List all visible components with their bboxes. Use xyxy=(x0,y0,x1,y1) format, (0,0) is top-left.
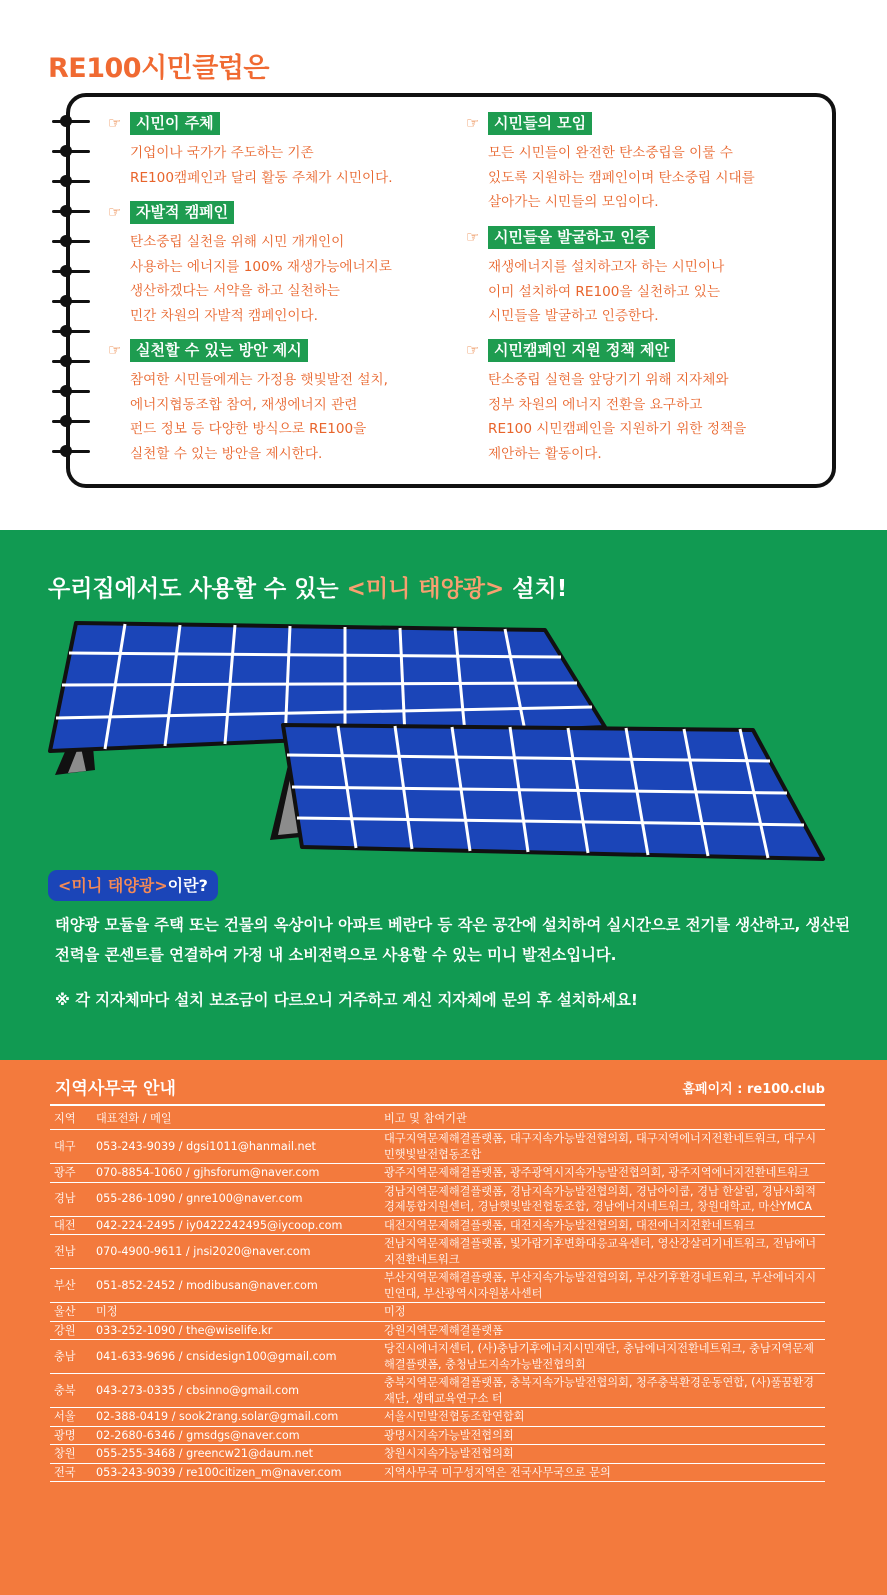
notes-cell: 충북지역문제해결플랫폼, 충북지속가능발전협의회, 청주충북환경운동연합, (사)풀꿈환경재단, 생태교육연구소 터 xyxy=(380,1374,825,1408)
pointing-hand-icon: ☞ xyxy=(108,341,122,359)
feature-discover-certify xyxy=(466,225,826,329)
contact-cell: 033-252-1090 / the@wiselife.kr xyxy=(92,1321,380,1340)
contact-cell: 053-243-9039 / re100citizen_m@naver.com xyxy=(92,1463,380,1482)
notes-cell: 전남지역문제해결플랫폼, 빛가람기후변화대응교육센터, 영산강살리기네트워크, 전남에너지전환네트워크 xyxy=(380,1235,825,1269)
mini-solar-section xyxy=(0,530,887,1060)
region-cell: 광주 xyxy=(50,1164,92,1183)
table-row xyxy=(50,1426,825,1445)
table-row xyxy=(50,1216,825,1235)
table-row xyxy=(50,1130,825,1164)
table-row xyxy=(50,1321,825,1340)
feature-title: 시민들을 발굴하고 인증 xyxy=(488,226,655,249)
feature-title: 시민들의 모임 xyxy=(488,112,592,135)
region-cell: 충북 xyxy=(50,1374,92,1408)
notes-cell: 창원시지속가능발전협의회 xyxy=(380,1445,825,1464)
spiral-ring-icon xyxy=(52,145,90,157)
notebook-card xyxy=(66,93,836,488)
notes-cell: 서울시민발전협동조합연합회 xyxy=(380,1408,825,1427)
table-row xyxy=(50,1374,825,1408)
offices-title: 지역사무국 안내 xyxy=(55,1079,176,1099)
region-cell: 대전 xyxy=(50,1216,92,1235)
spiral-ring-icon xyxy=(52,235,90,247)
spiral-ring-icon xyxy=(52,385,90,397)
contact-cell: 02-388-0419 / sook2rang.solar@gmail.com xyxy=(92,1408,380,1427)
spiral-ring-icon xyxy=(52,355,90,367)
spiral-ring-icon xyxy=(52,205,90,217)
contact-cell: 미정 xyxy=(92,1303,380,1322)
contact-cell: 041-633-9696 / cnsidesign100@gmail.com xyxy=(92,1340,380,1374)
contact-cell: 070-8854-1060 / gjhsforum@naver.com xyxy=(92,1164,380,1183)
feature-title: 시민캠페인 지원 정책 제안 xyxy=(488,339,675,362)
mini-solar-badge: <미니 태양광>이란? xyxy=(48,870,218,901)
pointing-hand-icon: ☞ xyxy=(108,114,122,132)
region-cell: 대구 xyxy=(50,1130,92,1164)
subsidy-note: ※ 각 지자체마다 설치 보조금이 다르오니 거주하고 계신 지자체에 문의 후 설치하세요! xyxy=(55,991,638,1009)
notes-cell: 경남지역문제해결플랫폼, 경남지속가능발전협의회, 경남아이쿱, 경남 한살림, 경남사회적경제통합지원센터, 경남햇빛발전협동조합, 경남에너지네트워크, 창원대학교, 마산YMCA xyxy=(380,1182,825,1216)
notes-cell: 부산지역문제해결플랫폼, 부산지속가능발전협의회, 부산기후환경네트워크, 부산에너지시민연대, 부산광역시자원봉사센터 xyxy=(380,1269,825,1303)
feature-body: 탄소중립 실현을 앞당기기 위해 지자체와 정부 차원의 에너지 전환을 요구하고 RE100 시민캠페인을 지원하기 위한 정책을 제안하는 활동이다. xyxy=(488,372,747,462)
contact-cell: 055-255-3468 / greencw21@daum.net xyxy=(92,1445,380,1464)
notes-cell: 대전지역문제해결플랫폼, 대전지속가능발전협의회, 대전에너지전환네트워크 xyxy=(380,1216,825,1235)
spiral-ring-icon xyxy=(52,295,90,307)
table-row xyxy=(50,1445,825,1464)
feature-policy-proposal xyxy=(466,338,826,466)
feature-citizen-led xyxy=(108,111,453,190)
spiral-ring-icon xyxy=(52,175,90,187)
club-title: RE100시민클럽은 xyxy=(48,53,270,84)
spiral-ring-icon xyxy=(52,415,90,427)
region-cell: 전남 xyxy=(50,1235,92,1269)
spiral-ring-icon xyxy=(52,325,90,337)
table-row xyxy=(50,1408,825,1427)
spiral-ring-icon xyxy=(52,115,90,127)
region-cell: 광명 xyxy=(50,1426,92,1445)
notes-cell: 지역사무국 미구성지역은 전국사무국으로 문의 xyxy=(380,1463,825,1482)
table-row xyxy=(50,1303,825,1322)
notes-cell: 당진시에너지센터, (사)충남기후에너지시민재단, 충남에너지전환네트워크, 충남지역문제해결플랫폼, 충청남도지속가능발전협의회 xyxy=(380,1340,825,1374)
notes-cell: 광명시지속가능발전협의회 xyxy=(380,1426,825,1445)
offices-table xyxy=(50,1104,825,1482)
column-header-region: 지역 xyxy=(50,1105,92,1130)
table-row xyxy=(50,1340,825,1374)
region-cell: 울산 xyxy=(50,1303,92,1322)
solar-panels-illustration xyxy=(40,615,840,875)
region-cell: 부산 xyxy=(50,1269,92,1303)
region-cell: 충남 xyxy=(50,1340,92,1374)
notes-cell: 광주지역문제해결플랫폼, 광주광역시지속가능발전협의회, 광주지역에너지전환네트워크 xyxy=(380,1164,825,1183)
contact-cell: 043-273-0335 / cbsinno@gmail.com xyxy=(92,1374,380,1408)
region-cell: 경남 xyxy=(50,1182,92,1216)
feature-body: 참여한 시민들에게는 가정용 햇빛발전 설치, 에너지협동조합 참여, 재생에너지 관련 펀드 정보 등 다양한 방식으로 RE100을 실천할 수 있는 방안을 제시한다. xyxy=(130,372,388,462)
region-cell: 전국 xyxy=(50,1463,92,1482)
feature-citizen-gathering xyxy=(466,111,826,215)
contact-cell: 070-4900-9611 / jnsi2020@naver.com xyxy=(92,1235,380,1269)
contact-cell: 02-2680-6346 / gmsdgs@naver.com xyxy=(92,1426,380,1445)
feature-body: 탄소중립 실천을 위해 시민 개개인이 사용하는 에너지를 100% 재생가능에너지로 생산하겠다는 서약을 하고 실천하는 민간 차원의 자발적 캠페인이다. xyxy=(130,234,392,324)
table-row xyxy=(50,1164,825,1183)
column-header-notes: 비고 및 참여기관 xyxy=(380,1105,825,1130)
notes-cell: 강원지역문제해결플랫폼 xyxy=(380,1321,825,1340)
contact-cell: 051-852-2452 / modibusan@naver.com xyxy=(92,1269,380,1303)
solar-panel-icon xyxy=(270,725,823,859)
feature-title: 실천할 수 있는 방안 제시 xyxy=(130,339,308,362)
contact-cell: 053-243-9039 / dgsi1011@hanmail.net xyxy=(92,1130,380,1164)
mini-solar-title: 우리집에서도 사용할 수 있는 <미니 태양광> 설치! xyxy=(48,576,568,602)
club-section xyxy=(0,0,887,530)
feature-action-plans xyxy=(108,338,453,466)
regional-offices-section xyxy=(0,1060,887,1595)
pointing-hand-icon: ☞ xyxy=(466,114,480,132)
table-row xyxy=(50,1182,825,1216)
pointing-hand-icon: ☞ xyxy=(108,203,122,221)
feature-body: 모든 시민들이 완전한 탄소중립을 이룰 수 있도록 지원하는 캠페인이며 탄소중립 시대를 살아가는 시민들의 모임이다. xyxy=(488,145,755,210)
table-row xyxy=(50,1269,825,1303)
table-row xyxy=(50,1463,825,1482)
mini-solar-description: 태양광 모듈을 주택 또는 건물의 옥상이나 아파트 베란다 등 작은 공간에 설치하여 실시간으로 전기를 생산하고, 생산된 전력을 콘센트를 연결하여 가정 내 소비전력으로 사용할 수 있는 미니 발전소입니다. xyxy=(55,916,850,964)
notes-cell: 미정 xyxy=(380,1303,825,1322)
homepage-link[interactable]: 홈페이지 : re100.club xyxy=(682,1082,825,1097)
pointing-hand-icon: ☞ xyxy=(466,228,480,246)
pointing-hand-icon: ☞ xyxy=(466,341,480,359)
notes-cell: 대구지역문제해결플랫폼, 대구지속가능발전협의회, 대구지역에너지전환네트워크, 대구시민햇빛발전협동조합 xyxy=(380,1130,825,1164)
spiral-ring-icon xyxy=(52,445,90,457)
table-row xyxy=(50,1235,825,1269)
column-header-contact: 대표전화 / 메일 xyxy=(92,1105,380,1130)
region-cell: 서울 xyxy=(50,1408,92,1427)
feature-title: 시민이 주체 xyxy=(130,112,220,135)
region-cell: 강원 xyxy=(50,1321,92,1340)
feature-voluntary-campaign xyxy=(108,200,453,328)
spiral-ring-icon xyxy=(52,265,90,277)
feature-body: 기업이나 국가가 주도하는 기존 RE100캠페인과 달리 활동 주체가 시민이다. xyxy=(130,145,393,186)
table-header-row xyxy=(50,1105,825,1130)
feature-body: 재생에너지를 설치하고자 하는 시민이나 이미 설치하여 RE100을 실천하고 있는 시민들을 발굴하고 인증한다. xyxy=(488,259,725,324)
contact-cell: 055-286-1090 / gnre100@naver.com xyxy=(92,1182,380,1216)
region-cell: 창원 xyxy=(50,1445,92,1464)
contact-cell: 042-224-2495 / iy0422242495@iycoop.com xyxy=(92,1216,380,1235)
feature-title: 자발적 캠페인 xyxy=(130,201,234,224)
